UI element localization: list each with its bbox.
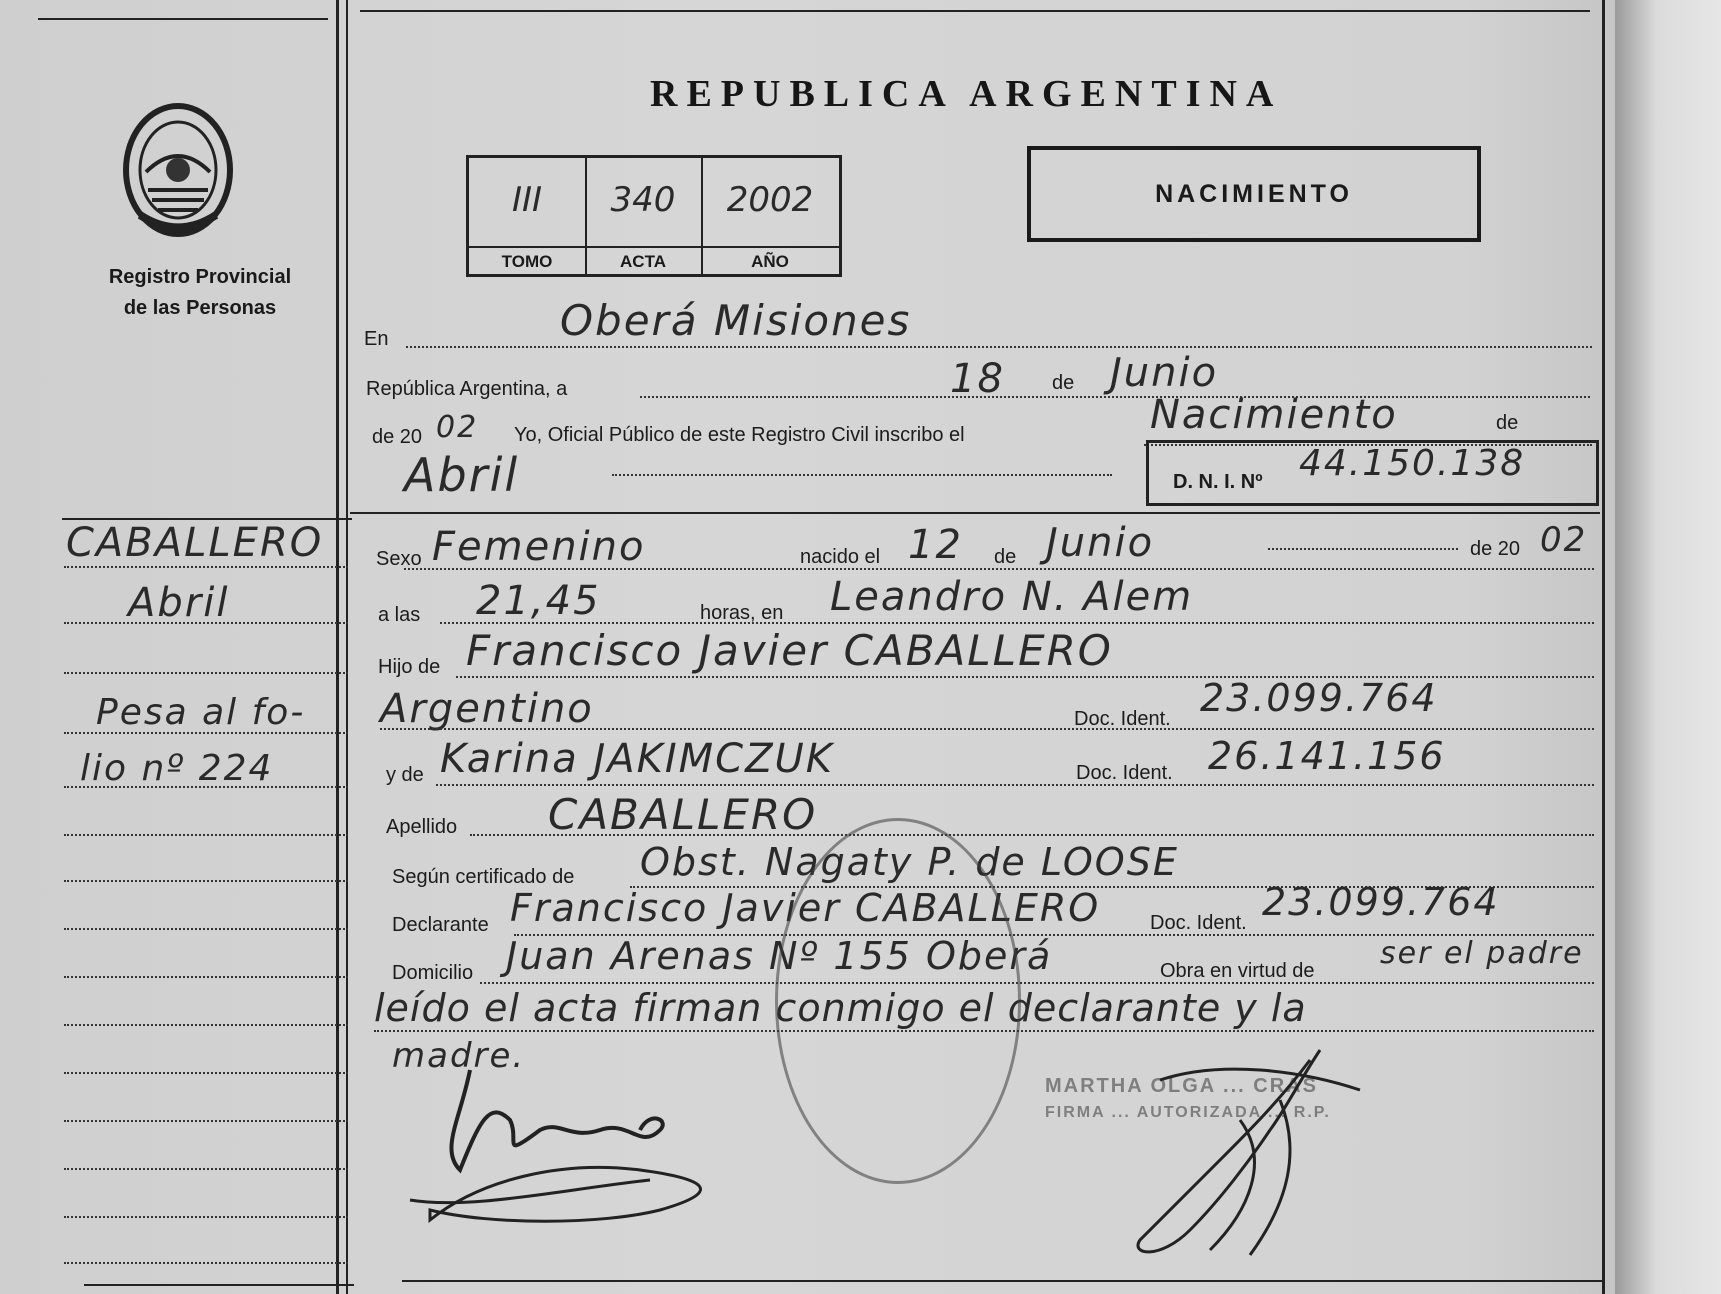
place-value: Leandro N. Alem: [830, 574, 1194, 620]
de-label-3: de: [994, 546, 1017, 568]
en-label: En: [364, 328, 389, 350]
segun-value: Obst. Nagaty P. de LOOSE: [640, 840, 1179, 884]
apellido-label: Apellido: [386, 816, 458, 838]
horas-label: horas, en: [700, 602, 784, 624]
page-edge: [1615, 0, 1721, 1294]
declarante-doc-label: Doc. Ident.: [1150, 912, 1247, 934]
a-las-label: a las: [378, 604, 421, 626]
republica-label: República Argentina, a: [366, 378, 568, 400]
nacido-label: nacido el: [800, 546, 881, 568]
birth-year-prefix: de 20: [1470, 538, 1521, 560]
official-signature: [1100, 1040, 1400, 1270]
hijo-label: Hijo de: [378, 656, 441, 678]
top-rule-right: [360, 10, 1590, 12]
bottom-rule-left: [84, 1284, 354, 1286]
sexo-value: Femenino: [432, 524, 646, 570]
margin-line: [64, 928, 348, 930]
margin-given-name: Abril: [128, 580, 230, 626]
margin-line: [64, 1072, 348, 1074]
apellido-value: CABALLERO: [548, 790, 818, 839]
dni-box: [1146, 440, 1599, 506]
declarant-signature: [400, 1060, 760, 1230]
oficial-text: Yo, Oficial Público de este Registro Civil inscribo el: [514, 424, 965, 446]
acta-cell: [585, 158, 703, 274]
misiones-seal-icon: [118, 100, 238, 240]
declarante-doc: 23.099.764: [1262, 880, 1500, 924]
acta-label: ACTA: [585, 246, 701, 272]
en-value: Oberá Misiones: [560, 296, 912, 345]
father-doc-label: Doc. Ident.: [1074, 708, 1171, 730]
dni-label: D. N. I. Nº: [1173, 471, 1263, 493]
bottom-rule-right: [402, 1280, 1602, 1282]
anio-cell: [701, 158, 839, 274]
dni-value: 44.150.138: [1299, 443, 1526, 484]
margin-line: [64, 1216, 348, 1218]
tomo-cell: [469, 158, 587, 274]
tomo-label: TOMO: [469, 246, 585, 272]
acta-value: 340: [610, 180, 676, 220]
tomo-value: III: [511, 180, 543, 220]
authorized-stamp-line-2: FIRMA ... AUTORIZADA ... R.P.: [1045, 1104, 1331, 1121]
de-label: de: [1052, 372, 1075, 394]
authorized-stamp-line-1: MARTHA OLGA ... CRAS: [1045, 1075, 1318, 1097]
margin-line: [64, 834, 348, 836]
page-title: REPUBLICA ARGENTINA: [650, 73, 1283, 115]
sexo-label: Sexo: [376, 548, 422, 570]
record-number-box: [466, 155, 842, 277]
segun-label: Según certificado de: [392, 866, 575, 888]
month-value: Junio: [1110, 350, 1219, 396]
mother-doc-label: Doc. Ident.: [1076, 762, 1173, 784]
margin-line: [64, 622, 348, 624]
declarante-label: Declarante: [392, 914, 489, 936]
date-line: [640, 396, 1590, 398]
margin-line: [64, 566, 348, 568]
de-label-2: de: [1496, 412, 1519, 434]
margin-line: [64, 976, 348, 978]
apellido-line: [470, 834, 1594, 836]
a-las-line: [440, 622, 1594, 624]
y-de-label: y de: [386, 764, 424, 786]
anio-value: 2002: [726, 180, 814, 220]
margin-surname: CABALLERO: [66, 520, 324, 566]
top-rule-left: [38, 18, 328, 20]
margin-note-1: Pesa al fo-: [96, 692, 306, 733]
child-name: Abril: [404, 448, 520, 502]
closing-line-1: leído el acta firman conmigo el declarante y la: [374, 986, 1307, 1030]
day-value: 18: [950, 356, 1005, 402]
registry-line-2: de las Personas: [123, 297, 277, 319]
registry-round-stamp: [775, 818, 1021, 1184]
birth-year-suffix: 02: [1540, 520, 1588, 560]
declarante-value: Francisco Javier CABALLERO: [510, 886, 1101, 930]
registry-name: [60, 262, 340, 324]
domicilio-label: Domicilio: [392, 962, 474, 984]
child-name-line: [612, 474, 1112, 476]
year-prefix: de 20: [372, 426, 423, 448]
margin-line: [64, 672, 348, 674]
registry-line-1: Registro Provincial: [108, 266, 292, 288]
form-right-border: [1602, 0, 1605, 1294]
margin-line: [64, 1262, 348, 1264]
y-de-line: [436, 784, 1594, 786]
father-doc: 23.099.764: [1200, 676, 1438, 720]
margin-line: [64, 786, 348, 788]
obra-value: ser el padre: [1380, 936, 1584, 971]
anio-label: AÑO: [701, 246, 839, 272]
nationality-line: [380, 728, 1594, 730]
margin-line: [64, 732, 348, 734]
father-nationality: Argentino: [380, 686, 594, 732]
birth-line: [1268, 548, 1458, 550]
sexo-line: [404, 568, 1594, 570]
domicilio-line: [480, 982, 1594, 984]
mother-name: Karina JAKIMCZUK: [440, 736, 834, 782]
year-suffix: 02: [436, 410, 479, 445]
father-name: Francisco Javier CABALLERO: [466, 626, 1113, 675]
left-column-divider: [336, 0, 339, 1294]
mother-doc: 26.141.156: [1208, 734, 1446, 778]
act-type-box: NACIMIENTO: [1027, 146, 1481, 242]
margin-line: [64, 1168, 348, 1170]
margin-line: [64, 1024, 348, 1026]
left-column-inner-line: [346, 0, 348, 1294]
obra-label: Obra en virtud de: [1160, 960, 1315, 982]
margin-note-2: lio nº 224: [80, 748, 274, 789]
margin-line: [64, 880, 348, 882]
section-rule: [350, 512, 1600, 514]
birth-day: 12: [908, 522, 963, 568]
margin-line: [64, 1120, 348, 1122]
hour-value: 21,45: [476, 578, 601, 624]
en-line: [406, 346, 1592, 348]
domicilio-value: Juan Arenas Nº 155 Oberá: [506, 934, 1053, 978]
birth-month: Junio: [1046, 520, 1155, 566]
closing-line-2: madre.: [392, 1036, 526, 1076]
inscribe-value: Nacimiento: [1150, 392, 1398, 438]
